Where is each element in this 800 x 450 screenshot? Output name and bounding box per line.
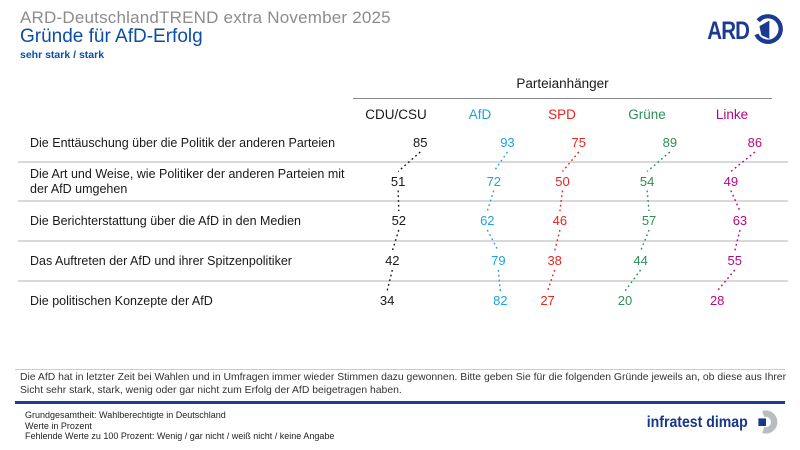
page-subtitle: sehr stark / stark (20, 49, 105, 61)
ard-logo-text: ARD (707, 17, 749, 45)
ard-logo (698, 12, 784, 51)
value: 52 (391, 213, 407, 228)
value: 85 (413, 135, 428, 150)
value: 38 (547, 253, 562, 268)
value: 93 (500, 135, 515, 150)
column-header-spd: SPD (548, 107, 576, 122)
column-header-linke: Linke (715, 107, 749, 122)
ard-logo-circle-icon (750, 12, 784, 51)
footer-note-line: Fehlende Werte zu 100 Prozent: Wenig / gar nicht / weiß nicht / keine Angabe (25, 431, 335, 441)
row-label: Die Enttäuschung über die Politik der anderen Parteien (30, 135, 336, 150)
chart-group-header: Parteianhänger (516, 76, 609, 91)
footer-note-line: Werte in Prozent (25, 420, 92, 431)
column-header-gr-ne: Grüne (628, 107, 666, 122)
row-label: Die politischen Konzepte der AfD (30, 293, 213, 308)
question-divider (15, 369, 785, 370)
value: 51 (390, 173, 406, 189)
column-header-cdu-csu: CDU/CSU (365, 107, 427, 122)
value: 46 (552, 213, 568, 228)
value: 54 (639, 173, 655, 189)
value: 28 (709, 293, 725, 308)
value: 42 (385, 253, 400, 268)
value: 72 (486, 173, 502, 189)
value: 62 (480, 213, 495, 228)
value: 44 (633, 253, 648, 268)
value: 82 (493, 293, 508, 308)
value: 34 (379, 293, 395, 308)
brand-logo-icon (756, 410, 780, 439)
value: 50 (555, 173, 570, 189)
row-label: Die Art und Weise, wie Politiker der anderen Parteien mit der AfD umgehen (30, 166, 345, 196)
value: 89 (662, 135, 678, 150)
value: 79 (491, 253, 506, 268)
question-text: Die AfD hat in letzter Zeit bei Wahlen und in Umfragen immer wieder Stimmen dazu gewonnen. Bitte geben Sie für die folgenden Gründe jeweils an, ob diese aus Ihrer Sicht sehr stark, stark, wenig oder gar nicht zum Erfolg der AfD beigetragen haben. (20, 372, 787, 396)
footer-note-line: Grundgesamtheit: Wahlberechtigte in Deutschland (25, 410, 226, 420)
value: 49 (723, 173, 739, 189)
row-label: Die Berichterstattung über die AfD in den Medien (30, 213, 301, 228)
value: 55 (727, 253, 742, 268)
page-title: Gründe für AfD-Erfolg (20, 26, 203, 47)
brand-infratest-dimap: infratest dimap (647, 414, 748, 431)
value: 20 (617, 293, 633, 308)
group-underline (353, 98, 772, 99)
blue-divider (15, 401, 785, 404)
value: 63 (732, 213, 748, 228)
supertitle: ARD-DeutschlandTREND extra November 2025 (20, 8, 391, 27)
column-header-afd: AfD (468, 107, 492, 122)
row-label: Das Auftreten der AfD und ihrer Spitzenpolitiker (30, 253, 292, 268)
value: 27 (540, 293, 555, 308)
value: 57 (641, 213, 657, 228)
value: 75 (571, 135, 586, 150)
value: 86 (747, 135, 763, 150)
